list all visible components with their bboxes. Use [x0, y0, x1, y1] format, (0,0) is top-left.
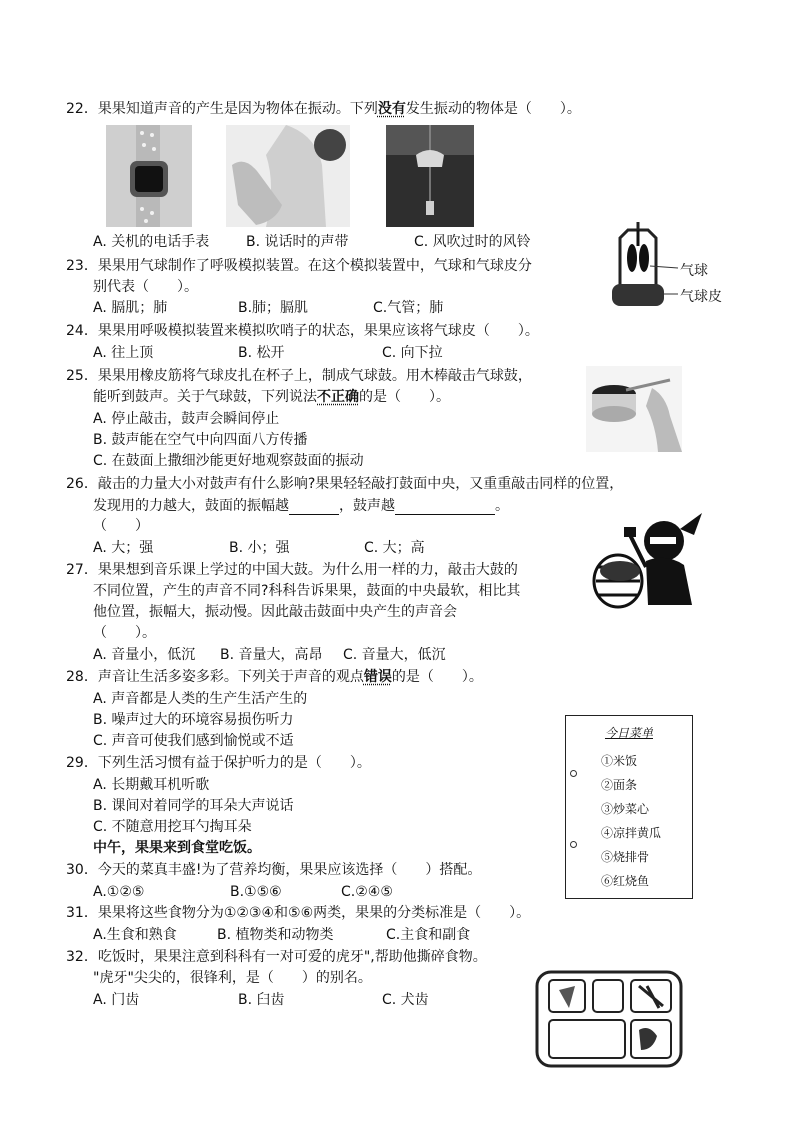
q28-option-c[interactable]: C. 声音可使我们感到愉悦或不适	[93, 733, 294, 749]
q26-option-b[interactable]: B. 小；强	[229, 540, 290, 556]
q23-option-a[interactable]: A. 膈肌；肺	[93, 300, 168, 316]
menu-item: ⑥红烧鱼	[601, 874, 650, 888]
menu-item: ②面条	[601, 778, 638, 792]
q29-option-b[interactable]: B. 课间对着同学的耳朵大声说话	[93, 798, 294, 814]
q26-option-a[interactable]: A. 大；强	[93, 540, 154, 556]
q31-option-a[interactable]: A.生食和熟食	[93, 927, 177, 943]
menu-item: ④凉拌黄瓜	[601, 826, 662, 840]
hole-icon	[570, 841, 577, 848]
q32-option-c[interactable]: C. 犬齿	[382, 992, 429, 1008]
q31-option-c[interactable]: C.主食和副食	[386, 927, 471, 943]
wind-chime-photo	[386, 125, 474, 227]
q32-stem-line2: "虎牙"尖尖的，很锋利，是（ ）的别名。	[93, 970, 372, 986]
q32-option-a[interactable]: A. 门齿	[93, 992, 140, 1008]
menu-item: ①米饭	[601, 754, 638, 768]
q22-option-c[interactable]: C. 风吹过时的风铃	[414, 234, 531, 250]
q26-blank-2[interactable]	[395, 500, 495, 515]
q30-option-c[interactable]: C.②④⑤	[341, 884, 393, 900]
q32-stem-line1: 32．吃饭时，果果注意到科科有一对可爱的虎牙",帮助他撕碎食物。	[66, 949, 487, 965]
q23-option-b[interactable]: B.肺；膈肌	[238, 300, 309, 316]
q30-stem: 30．今天的菜真丰盛!为了营养均衡，果果应该选择（ ）搭配。	[66, 862, 482, 878]
q26-answer-paren[interactable]: （ ）	[93, 518, 149, 534]
hole-icon	[570, 770, 577, 777]
q22-emphasis: 没有	[377, 101, 406, 117]
drummer-illustration	[590, 505, 712, 609]
q24-stem: 24．果果用呼吸模拟装置来模拟吹哨子的状态，果果应该将气球皮（ ）。	[66, 323, 539, 339]
q30-option-a[interactable]: A.①②⑤	[93, 884, 145, 900]
q28-stem: 28．声音让生活多姿多彩。下列关于声音的观点错误的是（ ）。	[66, 669, 483, 685]
q23-stem-line1: 23．果果用气球制作了呼吸模拟装置。在这个模拟装置中，气球和气球皮分	[66, 258, 532, 274]
q31-stem: 31．果果将这些食物分为①②③④和⑤⑥两类，果果的分类标准是（ ）。	[66, 905, 531, 921]
balloon-skin-label: 气球皮	[680, 289, 722, 305]
q28-option-b[interactable]: B. 噪声过大的环境容易损伤听力	[93, 712, 294, 728]
q27-option-b[interactable]: B. 音量大，高昂	[220, 647, 323, 663]
q29-option-a[interactable]: A. 长期戴耳机听歌	[93, 777, 210, 793]
q31-option-b[interactable]: B. 植物类和动物类	[217, 927, 334, 943]
menu-title: 今日菜单	[604, 726, 653, 740]
q26-option-c[interactable]: C. 大；高	[364, 540, 425, 556]
q27-stem-line3: 他位置，振幅大，振动慢。因此敲击鼓面中央产生的声音会	[93, 604, 457, 620]
q22-option-b[interactable]: B. 说话时的声带	[246, 234, 349, 250]
q25-option-a[interactable]: A. 停止敲击，鼓声会瞬间停止	[93, 411, 280, 427]
today-menu-card	[565, 715, 693, 899]
q25-option-b[interactable]: B. 鼓声能在空气中向四面八方传播	[93, 432, 308, 448]
menu-item: ⑤烧排骨	[601, 850, 650, 864]
balloon-label: 气球	[680, 263, 708, 279]
q26-stem-line1: 26．敲击的力量大小对鼓声有什么影响?果果轻轻敲打鼓面中央，又重重敲击同样的位置，	[66, 476, 624, 492]
q22-option-a[interactable]: A. 关机的电话手表	[93, 234, 210, 250]
q25-stem-line2: 能听到鼓声。关于气球鼓，下列说法不正确的是（ ）。	[93, 389, 450, 405]
balloon-drum-photo	[586, 366, 682, 452]
q23-option-c[interactable]: C.气管；肺	[373, 300, 444, 316]
q25-emphasis: 不正确	[317, 389, 359, 405]
q25-stem-line1: 25．果果用橡皮筋将气球皮扎在杯子上，制成气球鼓。用木棒敲击气球鼓，	[66, 368, 532, 384]
q27-stem-line2: 不同位置，产生的声音不同?科科告诉果果，鼓面的中央最软，相比其	[93, 583, 521, 599]
q24-option-a[interactable]: A. 往上顶	[93, 345, 154, 361]
q23-stem-line2: 别代表（ ）。	[93, 279, 198, 295]
q27-option-a[interactable]: A. 音量小，低沉	[93, 647, 196, 663]
q27-stem-line1: 27．果果想到音乐课上学过的中国大鼓。为什么用一样的力，敲击大鼓的	[66, 562, 518, 578]
q25-option-c[interactable]: C. 在鼓面上撒细沙能更好地观察鼓面的振动	[93, 453, 364, 469]
q28-emphasis: 错误	[363, 669, 392, 685]
noon-note: 中午，果果来到食堂吃饭。	[93, 840, 261, 856]
smartwatch-photo	[106, 125, 192, 227]
q26-blank-1[interactable]	[289, 500, 339, 515]
q28-option-a[interactable]: A. 声音都是人类的生产生活产生的	[93, 691, 308, 707]
q29-stem: 29．下列生活习惯有益于保护听力的是（ ）。	[66, 755, 371, 771]
q24-option-c[interactable]: C. 向下拉	[382, 345, 443, 361]
food-tray-illustration	[535, 970, 683, 1068]
menu-item: ③炒菜心	[601, 802, 650, 816]
q32-option-b[interactable]: B. 臼齿	[238, 992, 285, 1008]
q27-option-c[interactable]: C. 音量大，低沉	[343, 647, 446, 663]
throat-photo	[226, 125, 350, 227]
q24-option-b[interactable]: B. 松开	[238, 345, 285, 361]
q22-stem: 22．果果知道声音的产生是因为物体在振动。下列没有发生振动的物体是（ ）。	[66, 101, 581, 117]
q27-stem-line4: （ ）。	[93, 625, 156, 641]
q30-option-b[interactable]: B.①⑤⑥	[230, 884, 282, 900]
q26-stem-line2: 发现用的力越大，鼓面的振幅越 ，鼓声越 。	[93, 498, 509, 514]
q29-option-c[interactable]: C. 不随意用挖耳勺掏耳朵	[93, 819, 252, 835]
